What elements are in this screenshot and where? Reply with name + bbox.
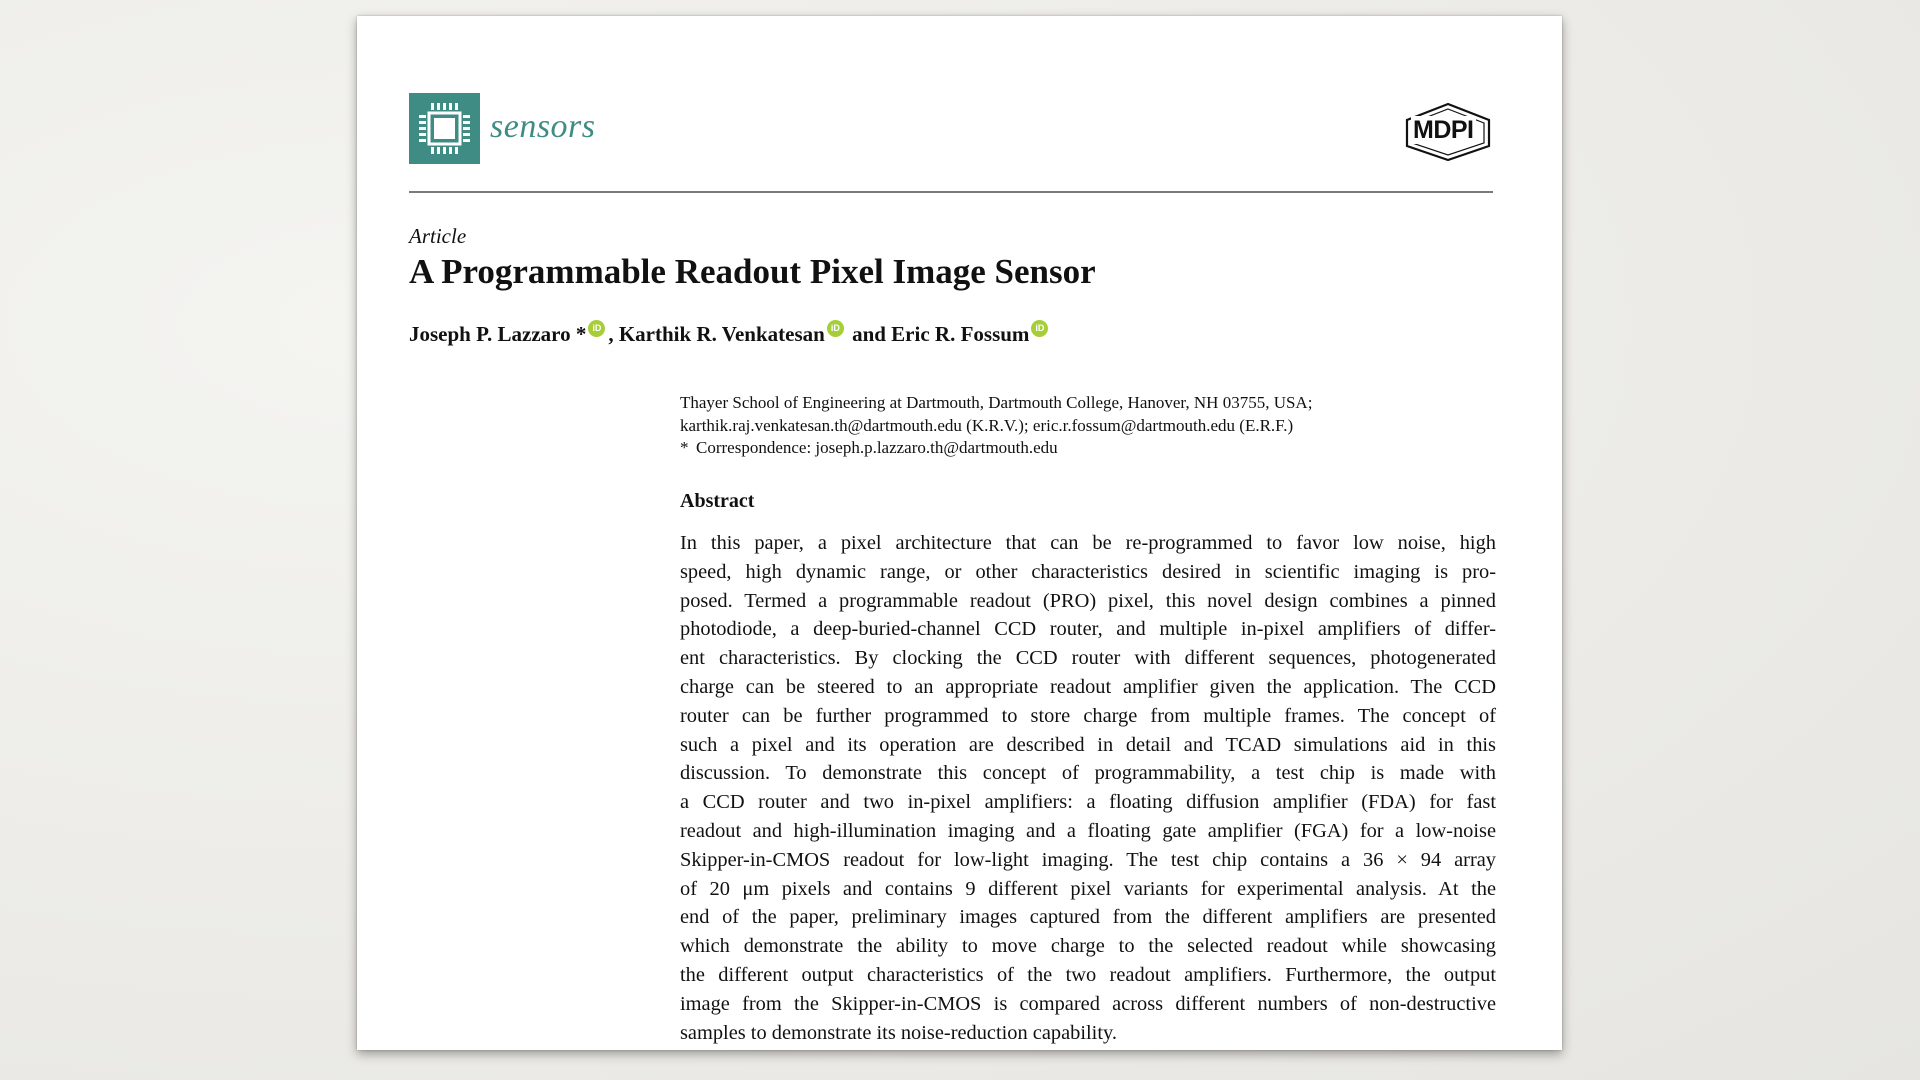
abstract-line: charge can be steered to an appropriate readout amplifier given the application. The CCD bbox=[680, 675, 1496, 698]
correspondence-text: Correspondence: joseph.p.lazzaro.th@dartmouth.edu bbox=[696, 438, 1058, 457]
author-name: Joseph P. Lazzaro * bbox=[409, 322, 587, 346]
abstract-line: end of the paper, preliminary images captured from the different amplifiers are presented bbox=[680, 906, 1496, 929]
abstract-line: discussion. To demonstrate this concept of programmability, a test chip is made with bbox=[680, 762, 1496, 785]
affiliation-block bbox=[680, 392, 1312, 460]
abstract-line: a CCD router and two in-pixel amplifiers: a floating diffusion amplifier (FDA) for fast bbox=[680, 791, 1496, 814]
abstract-line: such a pixel and its operation are described in detail and TCAD simulations aid in this bbox=[680, 733, 1496, 756]
author-name: Karthik R. Venkatesan bbox=[618, 322, 825, 346]
abstract-line: speed, high dynamic range, or other characteristics desired in scientific imaging is pro- bbox=[680, 560, 1496, 583]
journal-name: sensors bbox=[490, 107, 596, 145]
author-list bbox=[409, 322, 1051, 347]
correspondence-line bbox=[680, 437, 1312, 460]
paper-page bbox=[357, 16, 1562, 1050]
abstract-line: readout and high-illumination imaging and a floating gate amplifier (FGA) for a low-noise bbox=[680, 819, 1496, 842]
chip-icon bbox=[409, 93, 480, 164]
publisher-name: MDPI bbox=[1413, 116, 1474, 144]
paper-title: A Programmable Readout Pixel Image Sensor bbox=[409, 252, 1096, 291]
orcid-icon[interactable]: iD bbox=[588, 320, 605, 337]
abstract-line: In this paper, a pixel architecture that can be re-programmed to favor low noise, high bbox=[680, 532, 1496, 554]
journal-logo bbox=[409, 93, 596, 164]
orcid-icon[interactable]: iD bbox=[827, 320, 844, 337]
affiliation-line: Thayer School of Engineering at Dartmouth, Dartmouth College, Hanover, NH 03755, USA; bbox=[680, 393, 1313, 412]
correspondence-mark: * bbox=[680, 438, 689, 457]
abstract-line: of 20 μm pixels and contains 9 different pixel variants for experimental analysis. At the bbox=[680, 877, 1496, 900]
abstract-line: ent characteristics. By clocking the CCD router with different sequences, photogenerated bbox=[680, 647, 1496, 670]
author-separator: and bbox=[846, 322, 892, 346]
author-separator: , bbox=[608, 322, 619, 346]
affiliation-emails: karthik.raj.venkatesan.th@dartmouth.edu (K.R.V.); eric.r.fossum@dartmouth.edu (E.R.F.) bbox=[680, 415, 1294, 435]
publisher-logo bbox=[1403, 102, 1493, 162]
orcid-icon[interactable]: iD bbox=[1031, 320, 1048, 337]
abstract-line: router can be further programmed to store charge from multiple frames. The concept of bbox=[680, 704, 1496, 727]
abstract-body bbox=[680, 529, 1496, 1047]
abstract-line: photodiode, a deep-buried-channel CCD router, and multiple in-pixel amplifiers of differ- bbox=[680, 618, 1496, 641]
journal-header bbox=[409, 76, 1493, 193]
abstract-line: Skipper-in-CMOS readout for low-light imaging. The test chip contains a 36 × 94 array bbox=[680, 848, 1496, 871]
abstract-line: the different output characteristics of the two readout amplifiers. Furthermore, the output bbox=[680, 963, 1496, 986]
abstract-line: which demonstrate the ability to move charge to the selected readout while showcasing bbox=[680, 935, 1496, 958]
article-type: Article bbox=[409, 224, 467, 248]
abstract-line: samples to demonstrate its noise-reduction capability. bbox=[680, 1021, 1117, 1044]
abstract-line: image from the Skipper-in-CMOS is compared across different numbers of non-destructive bbox=[680, 992, 1496, 1015]
abstract-heading: Abstract bbox=[680, 490, 755, 512]
abstract-line: posed. Termed a programmable readout (PRO) pixel, this novel design combines a pinned bbox=[680, 589, 1496, 612]
author-name: Eric R. Fossum bbox=[891, 322, 1030, 346]
